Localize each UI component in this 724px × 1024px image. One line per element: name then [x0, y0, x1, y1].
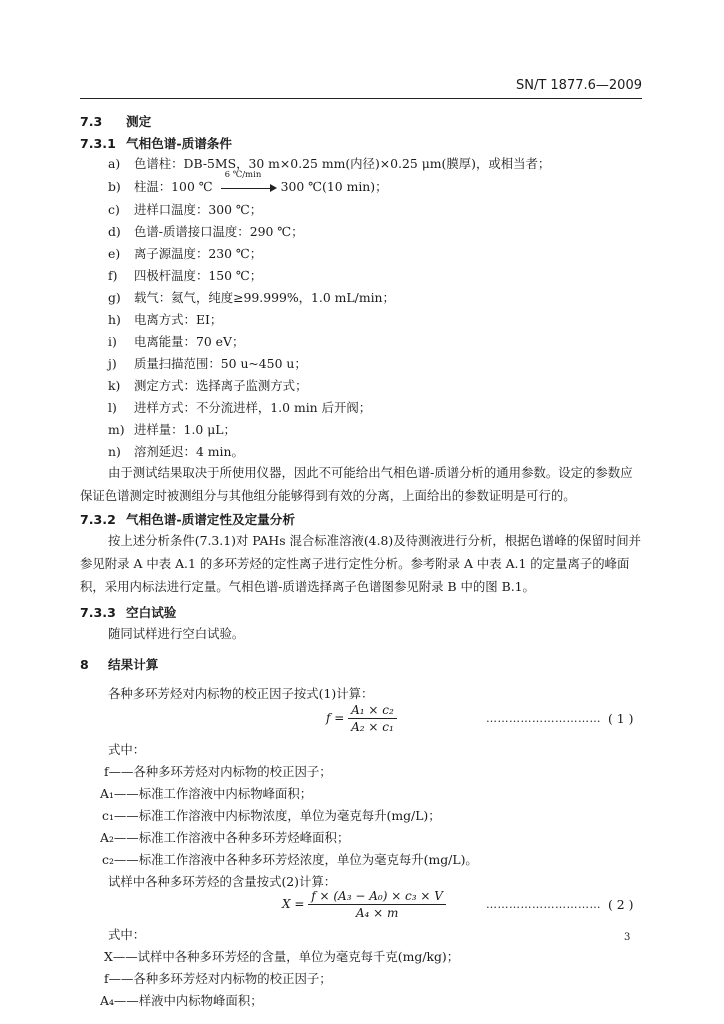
section-title: 测定	[126, 114, 152, 129]
definition-a1: A₁——标准工作溶液中内标物峰面积；	[100, 786, 313, 801]
equation-fraction	[308, 889, 446, 920]
condition-item-j	[108, 354, 307, 372]
item-text: 电离能量：70 eV；	[134, 334, 245, 349]
condition-item-h	[108, 310, 222, 328]
condition-item-d	[108, 222, 304, 240]
section-7-3-2-heading	[80, 509, 295, 528]
equation-lhs: f =	[326, 711, 345, 725]
equation-2	[282, 889, 446, 920]
equation-lhs: X =	[282, 897, 305, 911]
equation-1-number: ( 1 )	[608, 711, 634, 726]
condition-item-i	[108, 332, 244, 350]
definition-f-2: f——各种多环芳烃对内标物的校正因子；	[104, 971, 332, 986]
condition-item-m	[108, 420, 236, 438]
item-label: b)	[108, 179, 121, 194]
item-text: 色谱柱：DB-5MS，30 m×0.25 mm(内径)×0.25 μm(膜厚)，或相当者；	[134, 156, 551, 171]
item-label: k)	[108, 378, 121, 393]
section-7-3-1-heading	[80, 133, 232, 152]
condition-item-n	[108, 442, 244, 460]
section-title: 气相色谱-质谱定性及定量分析	[126, 512, 295, 527]
item-text: 溶剂延迟：4 min。	[134, 444, 244, 459]
condition-item-f	[108, 266, 262, 284]
condition-item-g	[108, 288, 395, 306]
section-8-heading	[80, 654, 158, 673]
condition-item-e	[108, 244, 262, 262]
blank-test-paragraph: 随同试样进行空白试验。	[108, 626, 245, 641]
section-7-3-3-heading	[80, 602, 176, 621]
item-text: 色谱-质谱接口温度：290 ℃；	[134, 224, 304, 239]
definition-c2: c₂——标准工作溶液中各种多环芳烃浓度，单位为毫克每升(mg/L)。	[102, 852, 478, 867]
condition-item-b	[108, 169, 388, 195]
item-label: h)	[108, 312, 121, 327]
item-text-pre: 柱温：100 ℃	[134, 179, 213, 194]
equation-1-leader-dots: …………………………	[486, 712, 601, 725]
section-number: 7.3.1	[80, 136, 116, 151]
item-label: e)	[108, 246, 121, 261]
definition-c1: c₁——标准工作溶液中内标物浓度，单位为毫克每升(mg/L)；	[102, 808, 441, 823]
item-text: 进样口温度：300 ℃；	[134, 202, 263, 217]
item-text: 测定方式：选择离子监测方式；	[134, 378, 308, 393]
equation-fraction	[348, 703, 397, 734]
item-label: l)	[108, 400, 117, 415]
item-text-post: 300 ℃(10 min)；	[280, 179, 388, 194]
item-label: c)	[108, 202, 120, 217]
item-text: 进样方式：不分流进样，1.0 min 后开阀；	[134, 400, 372, 415]
item-label: g)	[108, 290, 121, 305]
item-label: j)	[108, 356, 117, 371]
section-number: 7.3.2	[80, 512, 116, 527]
item-label: m)	[108, 422, 125, 437]
section-title: 气相色谱-质谱条件	[126, 136, 232, 151]
correction-factor-intro: 各种多环芳烃对内标物的校正因子按式(1)计算：	[108, 686, 374, 701]
section-title: 结果计算	[108, 657, 159, 672]
condition-item-a	[108, 154, 550, 172]
where-label-2: 式中：	[108, 927, 146, 942]
condition-item-l	[108, 398, 371, 416]
equation-1	[326, 703, 397, 734]
definition-a2: A₂——标准工作溶液中各种多环芳烃峰面积；	[100, 830, 350, 845]
page-number: 3	[624, 932, 631, 943]
fraction-denominator: A₄ × m	[355, 906, 399, 920]
section-number: 7.3.3	[80, 605, 116, 620]
ramp-rate-label: 6 ℃/min	[224, 169, 262, 180]
section-number: 8	[80, 657, 89, 672]
item-text: 离子源温度：230 ℃；	[134, 246, 263, 261]
conditions-note-paragraph: 由于测试结果取决于所使用仪器，因此不可能给出气相色谱-质谱分析的通用参数。设定的参数应保证色谱测定时被测组分与其他组分能够得到有效的分离，上面给出的参数证明是可行的。	[80, 465, 633, 503]
condition-item-k	[108, 376, 307, 394]
fraction-denominator: A₂ × c₁	[351, 720, 394, 734]
item-text: 质量扫描范围：50 u~450 u；	[134, 356, 307, 371]
qualitative-quantitative-paragraph: 按上述分析条件(7.3.1)对 PAHs 混合标准溶液(4.8)及待测液进行分析，根据色谱峰的保留时间并参见附录 A 中表 A.1 的多环芳烃的定性离子进行定性分析。参考附录 A 中表 A.1 的定量离子的峰面积，采用内标法进行定量。气相色谱-质谱选择离子色谱图参见附录 B 中的图 B.1。	[80, 533, 642, 594]
condition-item-c	[108, 200, 262, 218]
fraction-numerator: f × (A₃ − A₀) × c₃ × V	[308, 889, 446, 905]
item-text: 电离方式：EI；	[134, 312, 223, 327]
item-text: 四极杆温度：150 ℃；	[134, 268, 263, 283]
item-label: i)	[108, 334, 117, 349]
fraction-numerator: A₁ × c₂	[348, 703, 397, 719]
where-label-1: 式中：	[108, 742, 146, 757]
equation-2-leader-dots: …………………………	[486, 898, 601, 911]
section-7-3-heading	[80, 111, 151, 130]
section-title: 空白试验	[126, 605, 177, 620]
item-label: d)	[108, 224, 121, 239]
definition-x: X——试样中各种多环芳烃的含量，单位为毫克每千克(mg/kg)；	[104, 949, 460, 964]
temperature-ramp-arrow	[221, 169, 277, 194]
item-label: a)	[108, 156, 121, 171]
item-label: n)	[108, 444, 121, 459]
equation-2-number: ( 2 )	[608, 897, 634, 912]
definition-a4: A₄——样液中内标物峰面积；	[100, 993, 263, 1008]
item-text: 进样量：1.0 μL；	[134, 422, 236, 437]
header-rule	[80, 98, 642, 99]
definition-f: f——各种多环芳烃对内标物的校正因子；	[104, 764, 332, 779]
document-header-id: SN/T 1877.6—2009	[515, 78, 642, 93]
item-text: 载气：氦气，纯度≥99.999%，1.0 mL/min；	[134, 290, 395, 305]
item-label: f)	[108, 268, 118, 283]
content-formula-intro: 试样中各种多环芳烃的含量按式(2)计算：	[108, 874, 337, 889]
section-number: 7.3	[80, 114, 103, 129]
